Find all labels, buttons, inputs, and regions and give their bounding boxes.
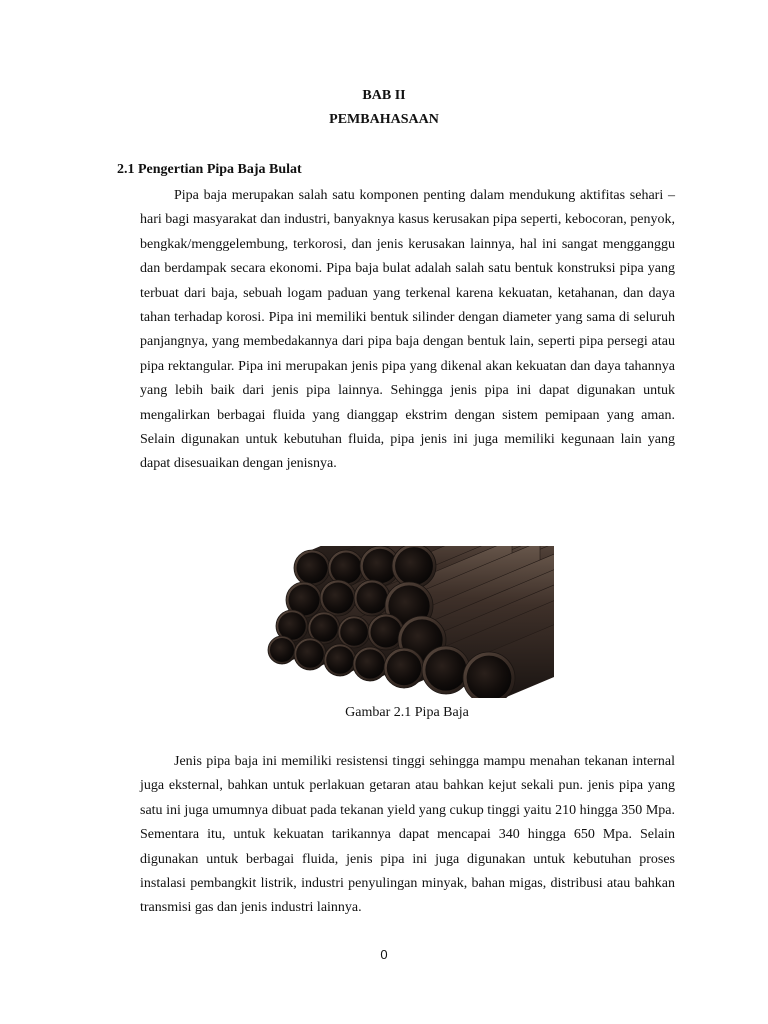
paragraph-1: Pipa baja merupakan salah satu komponen penting dalam mendukung aktifitas sehari – hari bagi masyarakat dan industri, banyaknya kasus kerusakan pipa seperti, kebocoran, penyok, bengkak/menggelembung, terkorosi, dan jenis kerusakan lainnya, hal ini sangat mengganggu dan berdampak secara ekonomi. Pipa baja bulat adalah salah satu bentuk konstruksi pipa yang terbuat dari baja, sebuah logam paduan yang terkenal karena kekuatan, ketahanan, dan daya tahan terhadap korosi. Pipa ini memiliki bentuk silinder dengan diameter yang sama di seluruh panjangnya, yang membedakannya dari pipa baja dengan bentuk lain, seperti pipa persegi atau pipa rektangular. Pipa ini merupakan jenis pipa yang dikenal akan kekuatan dan daya tahannya yang lebih baik dari jenis pipa lainnya. Sehingga jenis pipa ini dapat digunakan untuk mengalirkan berbagai fluida yang dianggap ekstrim dengan sistem pemipaan yang aman. Selain digunakan untuk kebutuhan fluida, pipa jenis ini juga memiliki kegunaan lain yang dapat disesuaikan dengan jenisnya.: [140, 188, 675, 472]
pipe-opening: [310, 614, 338, 642]
chapter-title: PEMBAHASAAN: [329, 112, 439, 127]
chapter-number: BAB II: [362, 88, 406, 103]
pipe-opening: [387, 651, 421, 685]
pipe-opening: [297, 553, 328, 584]
pipe-opening: [355, 649, 384, 678]
pipe-opening: [270, 638, 294, 662]
pipe-opening: [323, 583, 354, 614]
pipe-opening: [331, 553, 362, 584]
steel-pipe-stack-image: [264, 546, 554, 698]
pipe-opening: [371, 617, 402, 648]
pipe-opening: [296, 640, 324, 668]
page-number: 0: [380, 947, 388, 962]
section-heading: 2.1 Pengertian Pipa Baja Bulat: [117, 162, 302, 177]
pipe-opening: [357, 583, 388, 614]
pipe-opening: [340, 618, 368, 646]
steel-pipe-stack-illustration: [264, 546, 554, 698]
pipe-opening: [326, 646, 354, 674]
pipe-opening: [425, 649, 466, 690]
pipe-opening: [395, 547, 433, 585]
paragraph-2: Jenis pipa baja ini memiliki resistensi tinggi sehingga mampu menahan tekanan internal juga eksternal, bahkan untuk perlakuan getaran atau bahkan kejut sekali pun. jenis pipa yang satu ini juga umumnya dibuat pada tekanan yield yang cukup tinggi yaitu 210 hingga 350 Mpa. Sementara itu, untuk kekuatan tarikannya dapat mencapai 340 hingga 650 Mpa. Selain digunakan untuk berbagai fluida, jenis pipa ini juga digunakan untuk kebutuhan proses instalasi pembangkit listrik, industri penyulingan minyak, bahan migas, distribusi atau bahkan transmisi gas dan jenis industri lainnya.: [140, 754, 675, 916]
figure-caption: Gambar 2.1 Pipa Baja: [345, 705, 469, 720]
